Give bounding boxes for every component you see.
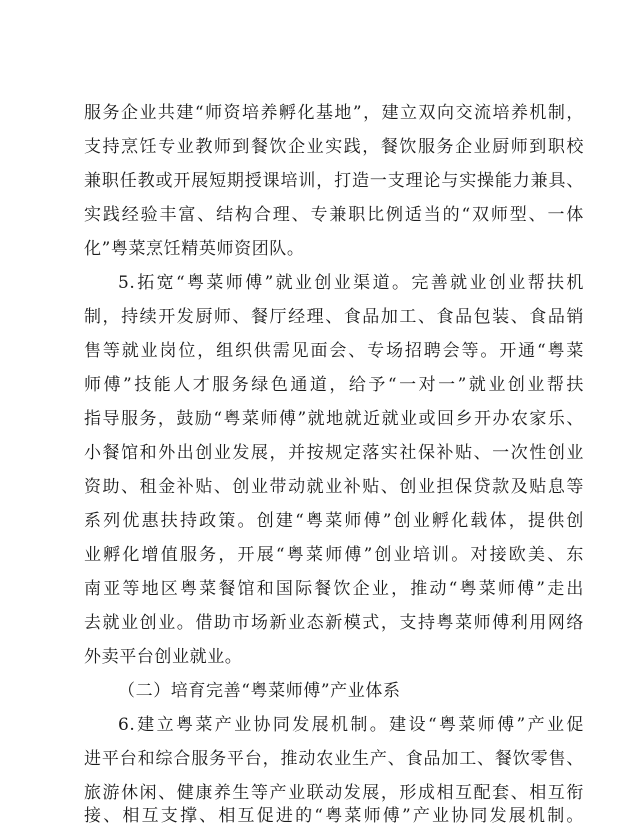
text-line-8: 售等就业岗位，组织供需见面会、专场招聘会等。开通“粤菜 bbox=[84, 341, 584, 361]
section-heading: （二）培育完善“粤菜师傅”产业体系 bbox=[118, 681, 401, 701]
text-line-10: 指导服务，鼓励“粤菜师傅”就地就近就业或回乡开办农家乐、 bbox=[84, 409, 584, 429]
text-line-1: 服务企业共建“师资培养孵化基地”，建立双向交流培养机制， bbox=[84, 103, 584, 123]
text-line-21: 旅游休闲、健康养生等产业联动发展，形成相互配套、相互衔 bbox=[84, 783, 584, 803]
text-line-13: 系列优惠扶持政策。创建“粤菜师傅”创业孵化载体，提供创 bbox=[84, 511, 584, 531]
text-line-9: 师傅”技能人才服务绿色通道，给予“一对一”就业创业帮扶 bbox=[84, 375, 584, 395]
paragraph-5-first-line: 5.拓宽“粤菜师傅”就业创业渠道。完善就业创业帮扶机 bbox=[118, 273, 584, 293]
text-line-15: 南亚等地区粤菜餐馆和国际餐饮企业，推动“粤菜师傅”走出 bbox=[84, 579, 584, 599]
text-line-22: 接、相互支撑、相互促进的“粤菜师傅”产业协同发展机制。 bbox=[84, 806, 584, 826]
text-line-3: 兼职任教或开展短期授课培训，打造一支理论与实操能力兼具、 bbox=[84, 171, 584, 191]
text-line-20: 进平台和综合服务平台，推动农业生产、食品加工、餐饮零售、 bbox=[84, 749, 584, 769]
text-line-12: 资助、租金补贴、创业带动就业补贴、创业担保贷款及贴息等 bbox=[84, 477, 584, 497]
text-line-4: 实践经验丰富、结构合理、专兼职比例适当的“双师型、一体 bbox=[84, 205, 584, 225]
paragraph-6-first-line: 6.建立粤菜产业协同发展机制。建设“粤菜师傅”产业促 bbox=[118, 715, 584, 735]
text-line-2: 支持烹饪专业教师到餐饮企业实践，餐饮服务企业厨师到职校 bbox=[84, 137, 584, 157]
text-line-16: 去就业创业。借助市场新业态新模式，支持粤菜师傅利用网络 bbox=[84, 613, 584, 633]
text-line-14: 业孵化增值服务，开展“粤菜师傅”创业培训。对接欧美、东 bbox=[84, 545, 584, 565]
text-line-7: 制，持续开发厨师、餐厅经理、食品加工、食品包装、食品销 bbox=[84, 307, 584, 327]
text-line-17: 外卖平台创业就业。 bbox=[84, 647, 243, 667]
text-line-11: 小餐馆和外出创业发展，并按规定落实社保补贴、一次性创业 bbox=[84, 443, 584, 463]
text-line-5: 化”粤菜烹饪精英师资团队。 bbox=[84, 239, 305, 259]
